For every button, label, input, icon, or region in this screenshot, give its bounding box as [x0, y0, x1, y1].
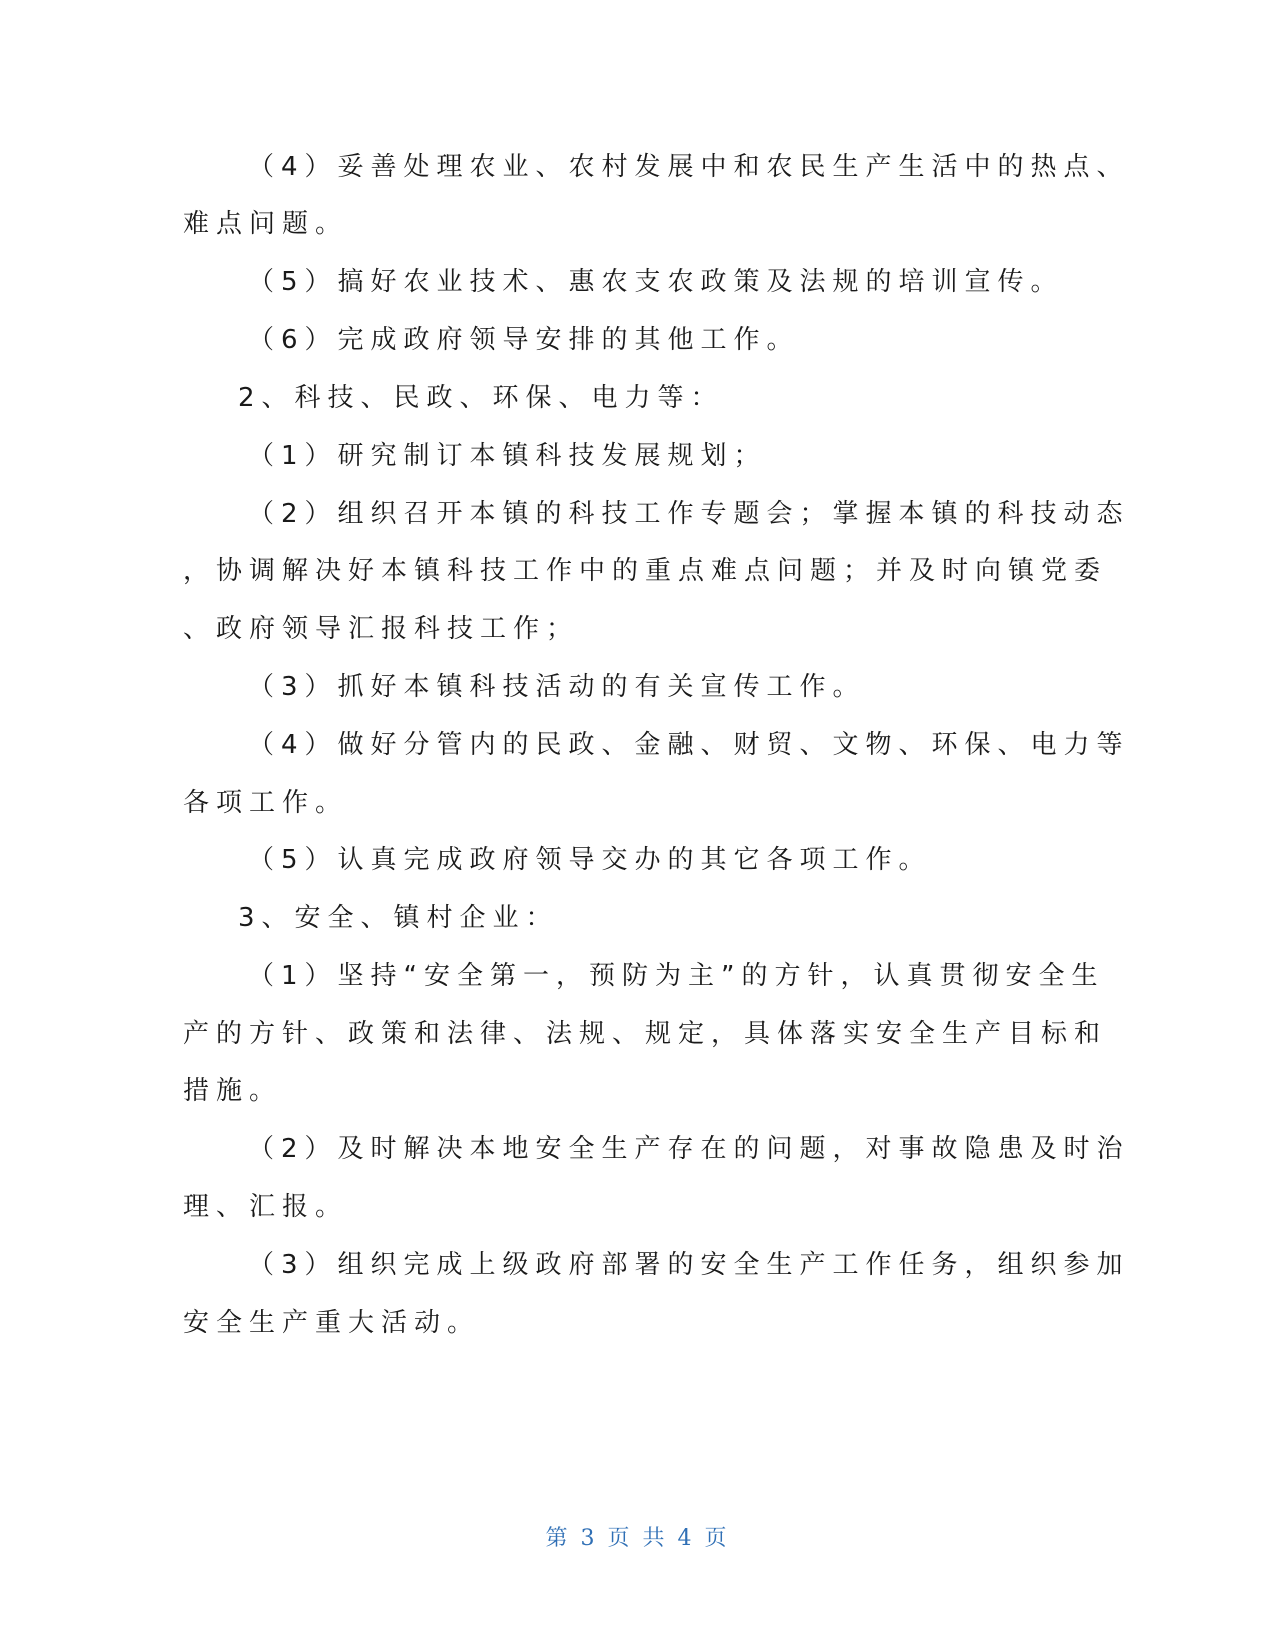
- text-line: 各项工作。: [183, 788, 349, 818]
- text-line: （1）坚持“安全第一，预防为主”的方针，认真贯彻安全生: [248, 961, 1105, 991]
- text-line: 措施。: [183, 1076, 283, 1106]
- text-line: （6）完成政府领导安排的其他工作。: [248, 325, 800, 355]
- text-line: 难点问题。: [183, 209, 349, 239]
- text-line: ，协调解决好本镇科技工作中的重点难点问题；并及时向镇党委: [183, 556, 1108, 586]
- text-line: 安全生产重大活动。: [183, 1308, 481, 1338]
- text-line: （5）认真完成政府领导交办的其它各项工作。: [248, 845, 932, 875]
- text-line: 产的方针、政策和法律、法规、规定，具体落实安全生产目标和: [183, 1019, 1108, 1049]
- text-line: （4）妥善处理农业、农村发展中和农民生产生活中的热点、: [248, 152, 1130, 182]
- page-number-footer: 第 3 页 共 4 页: [545, 1526, 730, 1551]
- text-line: 、政府领导汇报科技工作；: [183, 614, 580, 644]
- text-line: 理、汇报。: [183, 1192, 349, 1222]
- text-line: （3）抓好本镇科技活动的有关宣传工作。: [248, 672, 866, 702]
- text-line: （2）组织召开本镇的科技工作专题会；掌握本镇的科技动态: [248, 499, 1130, 529]
- text-line: （3）组织完成上级政府部署的安全生产工作任务，组织参加: [248, 1250, 1130, 1280]
- section-heading: 2、科技、民政、环保、电力等：: [238, 383, 724, 413]
- text-line: （5）搞好农业技术、惠农支农政策及法规的培训宣传。: [248, 267, 1064, 297]
- section-heading: 3、安全、镇村企业：: [238, 903, 559, 933]
- text-line: （1）研究制订本镇科技发展规划；: [248, 441, 767, 471]
- text-line: （2）及时解决本地安全生产存在的问题，对事故隐患及时治: [248, 1134, 1130, 1164]
- text-line: （4）做好分管内的民政、金融、财贸、文物、环保、电力等: [248, 730, 1130, 760]
